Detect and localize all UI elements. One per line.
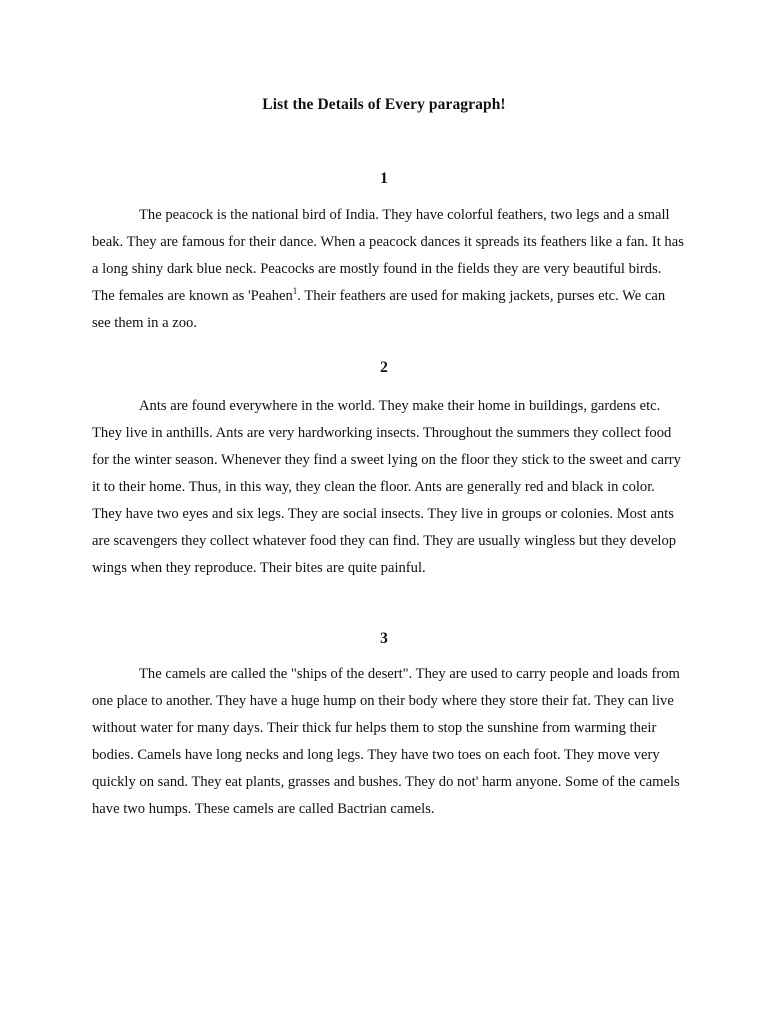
paragraph-peacock-text: The peacock is the national bird of India. They have colorful feathers, two legs and a small beak. They are famous for their dance. When a peacock dances it spreads its feathers like a fan. It has a long shiny dark blue neck. Peacocks are mostly found in the fields they are very beautiful birds. The females are known as 'Peahen	[92, 207, 684, 304]
paragraph-peacock	[92, 202, 684, 337]
paragraph-peacock-text-end: . Their feathers are used for making jackets, purses etc. We can see them in a zoo.	[92, 288, 666, 331]
page-title: List the Details of Every paragraph!	[262, 96, 506, 113]
section-number-1: 1	[380, 170, 388, 187]
section-number-3: 3	[380, 630, 388, 647]
footnote-marker: 1	[292, 286, 298, 297]
section-number-2: 2	[380, 359, 388, 376]
paragraph-ants: Ants are found everywhere in the world. They make their home in buildings, gardens etc. They live in anthills. Ants are very hardworking insects. Throughout the summers they collect food for the winter season. Whenever they find a sweet lying on the floor they stick to the sweet and carry it to their home. Thus, in this way, they clean the floor. Ants are generally red and black in color. They have two eyes and six legs. They are social insects. They live in groups or colonies. Most ants are scavengers they collect whatever food they can find. They are usually wingless but they develop wings when they reproduce. Their bites are quite painful.	[92, 398, 681, 576]
paragraph-camels: The camels are called the "ships of the desert". They are used to carry people and loads from one place to another. They have a huge hump on their body where they store their fat. They can live without water for many days. Their thick fur helps them to stop the sunshine from warming their bodies. Camels have long necks and long legs. They have two toes on each foot. They move very quickly on sand. They eat plants, grasses and bushes. They do not' harm anyone. Some of the camels have two humps. These camels are called Bactrian camels.	[92, 666, 680, 817]
